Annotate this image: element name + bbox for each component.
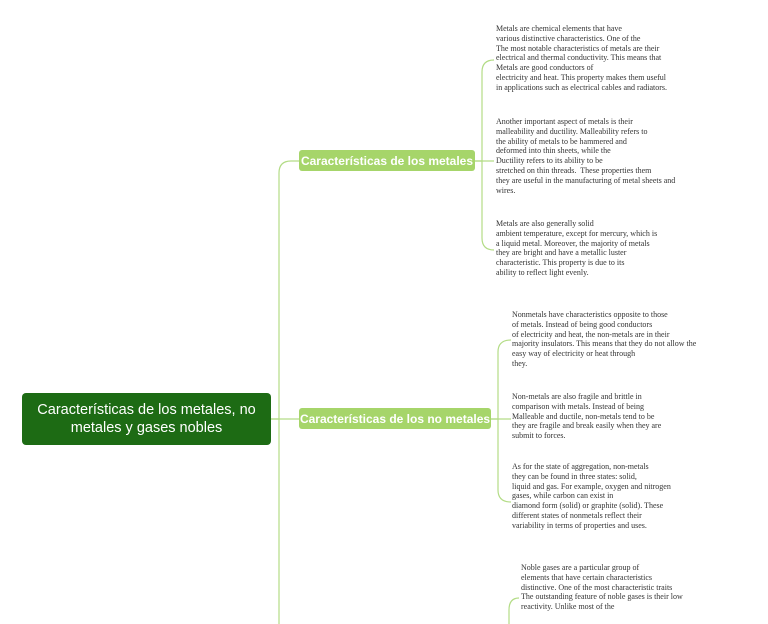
root-topic-label: Características de los metales, no metales y gases nobles — [37, 402, 256, 436]
leaf-nonmetals-fragility[interactable]: Non-metals are also fragile and brittle in comparison with metals. Instead of being Malleable and ductile, non-metals tend to be they are fragile and break easily when they are submit to forces. — [512, 392, 662, 441]
connector-branch3-leaf1 — [509, 598, 519, 624]
connector-branch2-leaf3 — [498, 419, 511, 502]
connector-branch1-leaf1 — [475, 60, 494, 161]
leaf-nonmetals-states[interactable]: As for the state of aggregation, non-metals they can be found in three states: solid, liquid and gas. For example, oxygen and nitrogen gases, while carbon can exist in diamond form (solid) or graphite (solid). These different states of nonmetals reflect their variability in terms of properties and uses. — [512, 462, 671, 530]
leaf-metals-state[interactable]: Metals are also generally solid ambient temperature, except for mercury, which is a liquid metal. Moreover, the majority of metals they are bright and have a metallic luster characteristic. This property is due to its ability to reflect light evenly. — [496, 219, 658, 277]
leaf-nonmetals-insulators[interactable]: Nonmetals have characteristics opposite to those of metals. Instead of being good conductors of electricity and heat, the non-metals are in their majority insulators. This means that they do not allow the easy way of electricity or heat through they. — [512, 310, 697, 368]
branch-nonmetals-label: Características de los no metales — [299, 411, 491, 426]
branch-nonmetals[interactable] — [299, 408, 491, 429]
branch-metals[interactable] — [299, 150, 475, 171]
connector-branch2-leaf1 — [491, 340, 511, 419]
root-topic[interactable] — [22, 393, 271, 445]
connector-root-branch1 — [271, 161, 299, 419]
connector-branch1-leaf3 — [482, 161, 494, 250]
leaf-noble-gases[interactable]: Noble gases are a particular group of elements that have certain characteristics distinctive. One of the most characteristic traits The outstanding feature of noble gases is their low reactivity. Unlike most of the — [521, 563, 683, 612]
leaf-metals-conductivity[interactable]: Metals are chemical elements that have various distinctive characteristics. One of the The most notable characteristics of metals are their electrical and thermal conductivity. This means that Metals are good conductors of electricity and heat. This property makes them useful in applications such as electrical cables and radiators. — [496, 24, 668, 92]
branch-metals-label: Características de los metales — [300, 153, 474, 168]
leaf-metals-malleability[interactable]: Another important aspect of metals is their malleability and ductility. Malleability refers to the ability of metals to be hammered and deformed into thin sheets, while the Ductility refers to its ability to be stretched on thin threads. These properties them they are useful in the manufacturing of metal sheets and wires. — [496, 117, 676, 195]
